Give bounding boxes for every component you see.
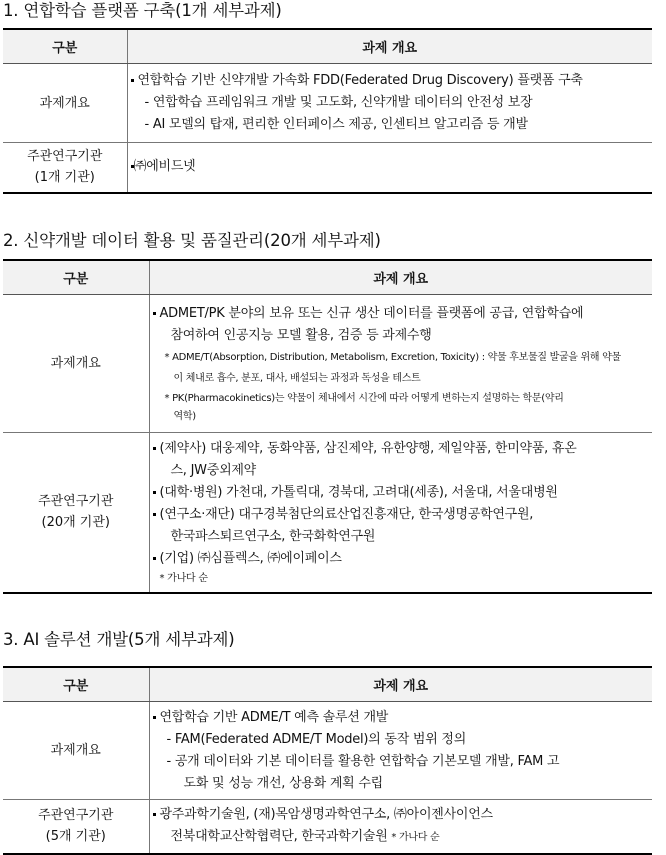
table-row	[3, 702, 652, 800]
org-item: ㈜에비드넷	[128, 156, 653, 178]
table-row	[3, 433, 652, 593]
org-label-line: 주관연구기관	[38, 494, 114, 510]
org-hospital-item: (대학·병원) 가천대, 가톨릭대, 경북대, 고려대(세종), 서울대, 서울대병원	[150, 482, 653, 504]
org-item-cont-text: 전북대학교산학협력단, 한국과학기술원	[170, 828, 388, 844]
footnote-pk-cont: 역학)	[173, 410, 196, 422]
table-row	[3, 143, 652, 193]
overview-main-item: 연합학습 기반 ADME/T 예측 솔루션 개발	[150, 707, 653, 729]
org-count-line: (5개 기관)	[45, 829, 106, 845]
table-header-row	[3, 29, 652, 64]
org-company-item: (기업) ㈜심플렉스, ㈜에이페이스	[150, 548, 653, 570]
row-label-organizations	[3, 800, 149, 854]
row-label-organizations	[3, 143, 127, 193]
row-label-overview: 과제개요	[3, 295, 149, 433]
table-header-row	[3, 667, 652, 702]
table-header-row	[3, 260, 652, 295]
org-item: 광주과학기술원, (재)목암생명과학연구소, ㈜아이젠사이언스	[150, 804, 653, 826]
overview-main-item: 연합학습 기반 신약개발 가속화 FDD(Federated Drug Discovery) 플랫폼 구축	[128, 70, 653, 92]
org-institute-item-cont: 한국파스퇴르연구소, 한국화학연구원	[170, 528, 376, 544]
footnote-pk: * PK(Pharmacokinetics)는 약물이 체내에서 시간에 따라 어떻게 변하는지 설명하는 학문(약리	[164, 392, 564, 404]
org-count-line: (20개 기관)	[41, 515, 110, 531]
table-row	[3, 800, 652, 854]
org-count-line: (1개 기관)	[34, 170, 95, 186]
header-category: 구분	[3, 667, 149, 702]
section-1-title: 1. 연합학습 플랫폼 구축(1개 세부과제)	[3, 1, 282, 20]
overview-sub-item: - FAM(Federated ADME/T Model)의 동작 범위 정의	[166, 731, 467, 747]
overview-sub-item: - AI 모델의 탑재, 편리한 인터페이스 제공, 인센티브 알고리즘 등 개발	[144, 117, 528, 132]
org-pharma-item-cont: 스, JW중외제약	[170, 462, 256, 478]
section-1-table	[3, 28, 652, 194]
overview-main-item-cont: 참여하여 인공지능 모델 활용, 검증 등 과제수행	[170, 327, 432, 343]
footnote-alphabetical: * 가나다 순	[159, 572, 208, 584]
org-label-line: 주관연구기관	[38, 808, 114, 824]
header-overview: 과제 개요	[149, 667, 652, 702]
footnote-admet: * ADME/T(Absorption, Distribution, Metabolism, Excretion, Toxicity) : 약물 후보물질 발굴을 위해 약물	[164, 351, 621, 363]
org-item-cont	[150, 826, 653, 849]
footnote-admet-cont: 이 체내로 흡수, 분포, 대사, 배설되는 과정과 독성을 테스트	[173, 372, 421, 384]
section-3-table	[3, 666, 652, 855]
header-category: 구분	[3, 29, 127, 64]
header-overview: 과제 개요	[149, 260, 652, 295]
overview-sub-item: - 공개 데이터와 기본 데이터를 활용한 연합학습 기본모델 개발, FAM 고	[166, 753, 560, 769]
org-pharma-item: (제약사) 대웅제약, 동화약품, 삼진제약, 유한양행, 제일약품, 한미약품, 휴온	[150, 438, 653, 460]
org-institute-item: (연구소·재단) 대구경북첨단의료산업진흥재단, 한국생명공학연구원,	[150, 504, 653, 526]
section-2-table	[3, 259, 652, 594]
section-3-title: 3. AI 솔루션 개발(5개 세부과제)	[3, 630, 235, 649]
footnote-alphabetical: * 가나다 순	[391, 831, 440, 843]
row-label-organizations	[3, 433, 149, 593]
row-label-overview: 과제개요	[3, 702, 149, 800]
table-row	[3, 295, 652, 433]
org-label-line: 주관연구기관	[27, 149, 103, 165]
overview-sub-item-cont: 도화 및 성능 개선, 상용화 계획 수립	[183, 775, 383, 791]
section-2-title: 2. 신약개발 데이터 활용 및 품질관리(20개 세부과제)	[3, 231, 381, 250]
overview-main-item: ADMET/PK 분야의 보유 또는 신규 생산 데이터를 플랫폼에 공급, 연합학습에	[150, 303, 653, 325]
header-category: 구분	[3, 260, 149, 295]
table-row	[3, 64, 652, 143]
overview-sub-item: - 연합학습 프레임워크 개발 및 고도화, 신약개발 데이터의 안전성 보장	[144, 95, 533, 110]
header-overview: 과제 개요	[127, 29, 652, 64]
row-label-overview: 과제개요	[3, 64, 127, 143]
